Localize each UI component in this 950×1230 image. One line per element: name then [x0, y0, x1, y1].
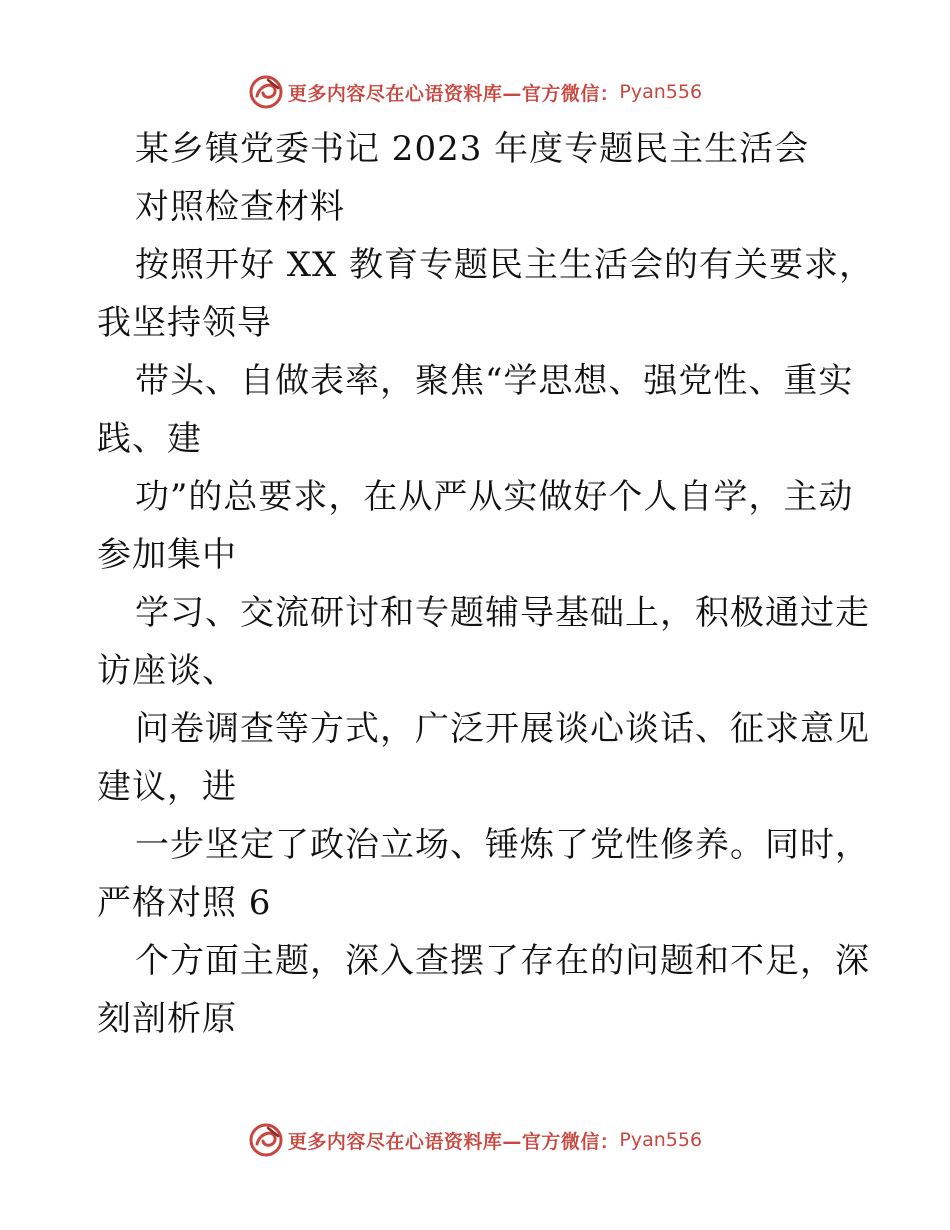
- paragraph-line: 访座谈、: [97, 651, 237, 691]
- banner-slogan: 更多内容尽在心语资料库—官方微信：: [287, 82, 620, 105]
- document-title-line-2: 对照检查材料: [135, 187, 345, 227]
- paragraph-line: 带头、自做表率，聚焦“学思想、强党性、重实: [135, 361, 854, 401]
- paragraph-line: 我坚持领导: [97, 303, 272, 343]
- banner-slogan: 更多内容尽在心语资料库—官方微信：: [287, 1130, 620, 1153]
- banner-wechat-id: Pyan556: [619, 1129, 703, 1151]
- red-swirl-logo-icon: [248, 74, 284, 110]
- paragraph-line: 功”的总要求，在从严从实做好个人自学，主动: [135, 477, 854, 517]
- document-body: [97, 120, 875, 1048]
- paragraph-line: 一步坚定了政治立场、锤炼了党性修养。同时，: [135, 825, 870, 865]
- paragraph-line: 按照开好 XX 教育专题民主生活会的有关要求，: [135, 245, 875, 285]
- document-title-line-1: 某乡镇党委书记 2023 年度专题民主生活会: [135, 129, 810, 169]
- header-banner: [0, 72, 950, 112]
- red-swirl-logo-icon: [248, 1122, 284, 1158]
- paragraph-line: 问卷调查等方式，广泛开展谈心谈话、征求意见: [135, 709, 870, 749]
- paragraph-line: 刻剖析原: [97, 999, 237, 1039]
- paragraph-line: 学习、交流研讨和专题辅导基础上，积极通过走: [135, 593, 870, 633]
- paragraph-line: 参加集中: [97, 535, 237, 575]
- paragraph-line: 严格对照 6: [97, 883, 272, 923]
- paragraph-line: 建议，进: [97, 767, 237, 807]
- banner-wechat-id: Pyan556: [619, 81, 703, 103]
- paragraph-line: 个方面主题，深入查摆了存在的问题和不足，深: [135, 941, 870, 981]
- paragraph-line: 践、建: [97, 419, 202, 459]
- footer-banner: [0, 1120, 950, 1160]
